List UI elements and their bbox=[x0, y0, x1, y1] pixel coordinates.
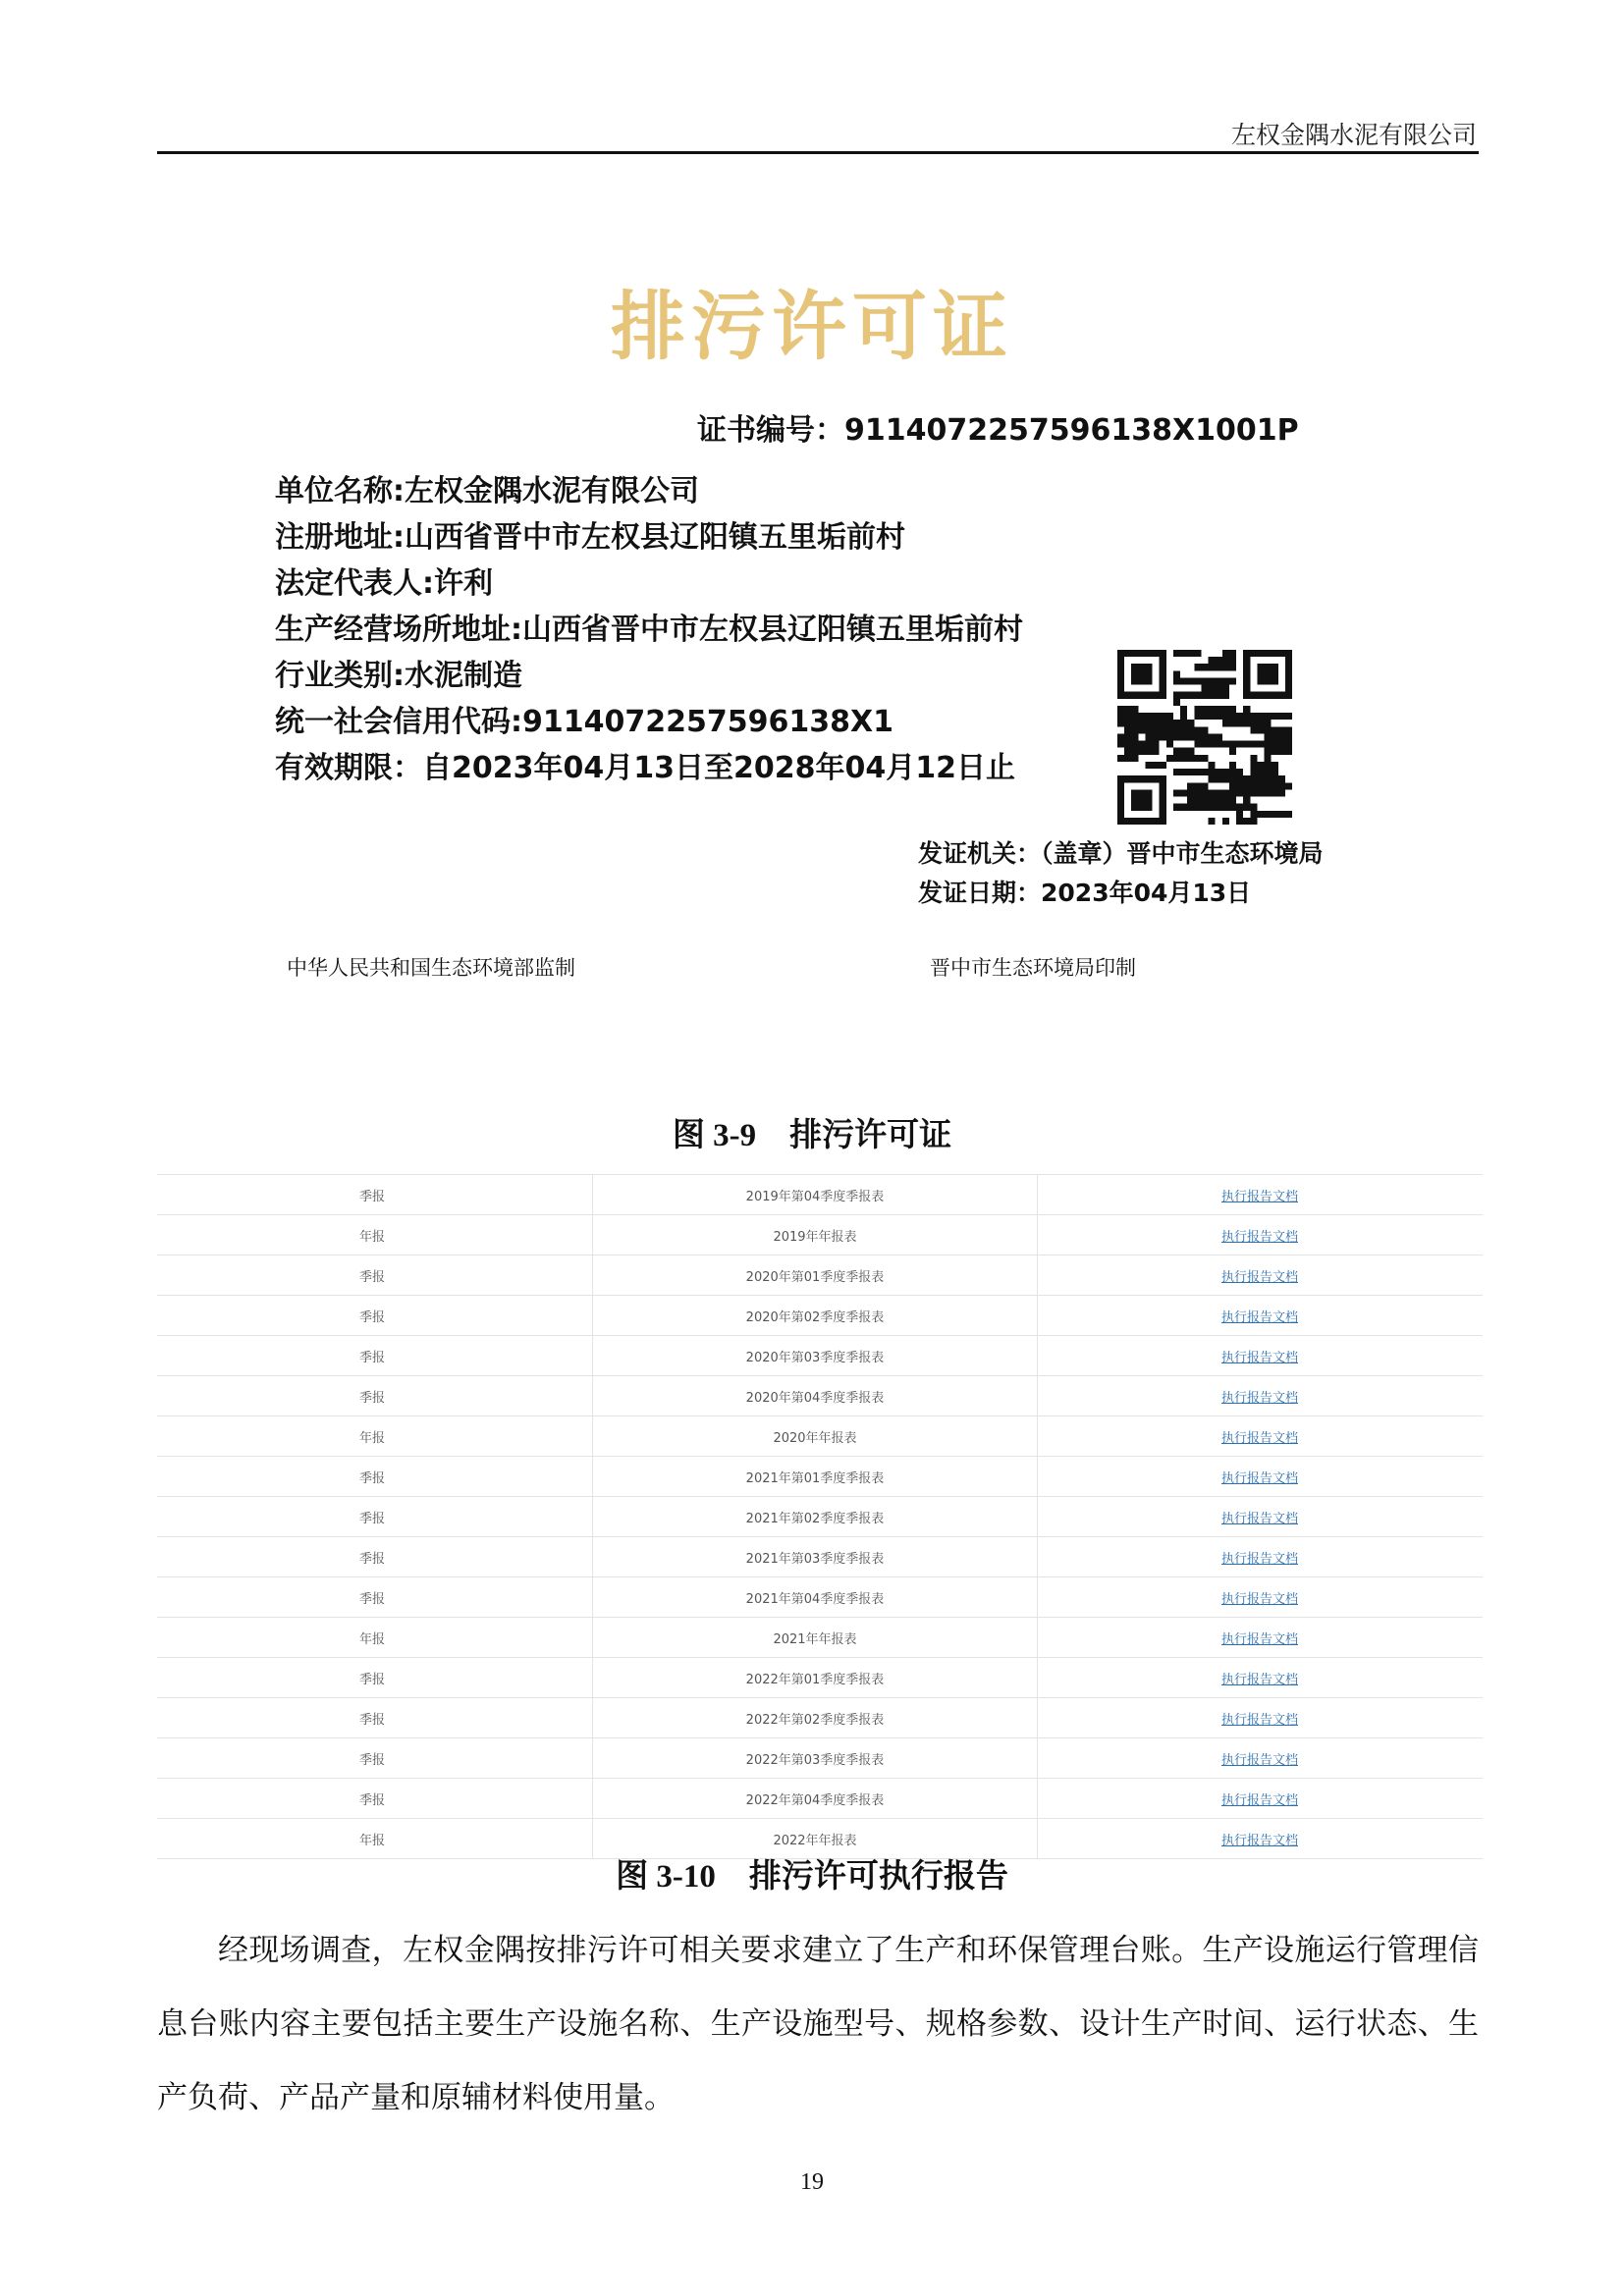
supervised-by-note: 中华人民共和国生态环境部监制 bbox=[287, 956, 575, 980]
field-production-address bbox=[275, 605, 1023, 648]
report-document-link[interactable]: 执行报告文档 bbox=[1220, 1792, 1298, 1808]
field-registered-address bbox=[275, 512, 905, 556]
table-row bbox=[157, 1175, 1483, 1215]
header-company-name: 左权金隅水泥有限公司 bbox=[1230, 121, 1477, 149]
report-name-cell: 2019年年报表 bbox=[593, 1215, 1038, 1255]
report-name-cell: 2021年第02季度季报表 bbox=[593, 1497, 1038, 1536]
report-document-link[interactable]: 执行报告文档 bbox=[1220, 1672, 1298, 1687]
report-link-cell bbox=[1038, 1296, 1482, 1335]
report-document-link[interactable]: 执行报告文档 bbox=[1220, 1189, 1298, 1204]
report-link-cell bbox=[1038, 1497, 1482, 1536]
certificate-number-label: 证书编号： bbox=[697, 413, 844, 448]
report-document-link[interactable]: 执行报告文档 bbox=[1220, 1309, 1298, 1325]
report-link-cell bbox=[1038, 1738, 1482, 1778]
report-link-cell bbox=[1038, 1457, 1482, 1496]
table-row bbox=[157, 1537, 1483, 1577]
table-row bbox=[157, 1457, 1483, 1497]
report-document-link[interactable]: 执行报告文档 bbox=[1220, 1269, 1298, 1285]
field-label: 统一社会信用代码: bbox=[275, 705, 522, 739]
field-value: 自2023年04月13日至2028年04月12日止 bbox=[422, 751, 1015, 785]
issuing-authority bbox=[918, 834, 1324, 870]
field-value: 山西省晋中市左权县辽阳镇五里垢前村 bbox=[522, 613, 1023, 647]
report-link-cell bbox=[1038, 1336, 1482, 1375]
field-value: 9114072257596138X1 bbox=[522, 705, 893, 739]
report-document-link[interactable]: 执行报告文档 bbox=[1220, 1430, 1298, 1446]
figure-number: 图 3-10 bbox=[616, 1859, 716, 1895]
figure-caption-3-9 bbox=[0, 1109, 1624, 1155]
report-name-cell: 2019年第04季度季报表 bbox=[593, 1175, 1038, 1214]
report-type-cell: 季报 bbox=[157, 1255, 593, 1295]
report-link-cell bbox=[1038, 1779, 1482, 1818]
report-document-link[interactable]: 执行报告文档 bbox=[1220, 1833, 1298, 1848]
field-validity-period bbox=[275, 743, 1015, 786]
field-value: 左权金隅水泥有限公司 bbox=[405, 474, 699, 508]
report-name-cell: 2022年第01季度季报表 bbox=[593, 1658, 1038, 1697]
report-name-cell: 2022年第03季度季报表 bbox=[593, 1738, 1038, 1778]
report-name-cell: 2021年第04季度季报表 bbox=[593, 1577, 1038, 1617]
table-row bbox=[157, 1618, 1483, 1658]
certificate-number-value: 9114072257596138X1001P bbox=[844, 413, 1299, 448]
report-name-cell: 2020年第01季度季报表 bbox=[593, 1255, 1038, 1295]
report-type-cell: 季报 bbox=[157, 1296, 593, 1335]
figure-number: 图 3-9 bbox=[672, 1118, 757, 1153]
report-document-link[interactable]: 执行报告文档 bbox=[1220, 1752, 1298, 1768]
report-link-cell bbox=[1038, 1376, 1482, 1415]
field-label: 注册地址: bbox=[275, 520, 405, 555]
page-number: 19 bbox=[800, 2169, 824, 2195]
report-document-link[interactable]: 执行报告文档 bbox=[1220, 1551, 1298, 1567]
table-row bbox=[157, 1779, 1483, 1819]
issue-date bbox=[918, 874, 1251, 909]
table-row bbox=[157, 1296, 1483, 1336]
report-type-cell: 季报 bbox=[157, 1457, 593, 1496]
report-link-cell bbox=[1038, 1577, 1482, 1617]
issuer-value: （盖章）晋中市生态环境局 bbox=[1041, 839, 1324, 868]
report-link-cell bbox=[1038, 1658, 1482, 1697]
table-row bbox=[157, 1658, 1483, 1698]
report-name-cell: 2021年第03季度季报表 bbox=[593, 1537, 1038, 1576]
table-row bbox=[157, 1497, 1483, 1537]
report-link-cell bbox=[1038, 1255, 1482, 1295]
table-row bbox=[157, 1215, 1483, 1255]
report-document-link[interactable]: 执行报告文档 bbox=[1220, 1511, 1298, 1526]
report-name-cell: 2022年第04季度季报表 bbox=[593, 1779, 1038, 1818]
report-link-cell bbox=[1038, 1698, 1482, 1737]
report-link-cell bbox=[1038, 1215, 1482, 1255]
report-link-cell bbox=[1038, 1416, 1482, 1456]
table-row bbox=[157, 1577, 1483, 1618]
table-row bbox=[157, 1336, 1483, 1376]
report-type-cell: 季报 bbox=[157, 1658, 593, 1697]
report-document-link[interactable]: 执行报告文档 bbox=[1220, 1350, 1298, 1365]
report-document-link[interactable]: 执行报告文档 bbox=[1220, 1712, 1298, 1728]
report-document-link[interactable]: 执行报告文档 bbox=[1220, 1470, 1298, 1486]
field-label: 法定代表人: bbox=[275, 566, 434, 601]
report-type-cell: 季报 bbox=[157, 1738, 593, 1778]
certificate-title: 排污许可证 bbox=[611, 283, 1013, 370]
issue-date-label: 发证日期： bbox=[918, 879, 1042, 907]
field-value: 山西省晋中市左权县辽阳镇五里垢前村 bbox=[405, 520, 905, 555]
execution-report-table bbox=[157, 1174, 1483, 1848]
report-type-cell: 季报 bbox=[157, 1175, 593, 1214]
field-label: 单位名称: bbox=[275, 474, 405, 508]
figure-caption-3-10 bbox=[0, 1850, 1624, 1896]
report-type-cell: 季报 bbox=[157, 1497, 593, 1536]
report-name-cell: 2021年年报表 bbox=[593, 1618, 1038, 1657]
field-label: 行业类别: bbox=[275, 659, 405, 693]
field-value: 许利 bbox=[434, 566, 493, 601]
table-row bbox=[157, 1255, 1483, 1296]
issuer-label: 发证机关： bbox=[918, 839, 1042, 868]
certificate-number bbox=[697, 405, 1299, 449]
table-row bbox=[157, 1738, 1483, 1779]
report-link-cell bbox=[1038, 1175, 1482, 1214]
report-name-cell: 2020年第02季度季报表 bbox=[593, 1296, 1038, 1335]
issue-date-value: 2023年04月13日 bbox=[1041, 879, 1252, 907]
report-link-cell bbox=[1038, 1537, 1482, 1576]
body-text bbox=[157, 1914, 1479, 2135]
report-document-link[interactable]: 执行报告文档 bbox=[1220, 1591, 1298, 1607]
field-value: 水泥制造 bbox=[405, 659, 522, 693]
table-row bbox=[157, 1376, 1483, 1416]
report-name-cell: 2020年第04季度季报表 bbox=[593, 1376, 1038, 1415]
report-name-cell: 2022年第02季度季报表 bbox=[593, 1698, 1038, 1737]
figure-title: 排污许可证 bbox=[789, 1115, 952, 1153]
report-type-cell: 年报 bbox=[157, 1215, 593, 1255]
field-label: 有效期限： bbox=[275, 751, 422, 785]
printed-by-note: 晋中市生态环境局印制 bbox=[930, 956, 1136, 980]
report-name-cell: 2020年年报表 bbox=[593, 1416, 1038, 1456]
field-credit-code bbox=[275, 697, 893, 740]
report-type-cell: 年报 bbox=[157, 1618, 593, 1657]
body-paragraph: 经现场调查，左权金隅按排污许可相关要求建立了生产和环保管理台账。生产设施运行管理信息台账内容主要包括主要生产设施名称、生产设施型号、规格参数、设计生产时间、运行状态、生产负荷、产品产量和原辅材料使用量。 bbox=[157, 1933, 1479, 2115]
report-type-cell: 季报 bbox=[157, 1376, 593, 1415]
report-type-cell: 季报 bbox=[157, 1779, 593, 1818]
report-document-link[interactable]: 执行报告文档 bbox=[1220, 1631, 1298, 1647]
field-label: 生产经营场所地址: bbox=[275, 613, 522, 647]
figure-title: 排污许可执行报告 bbox=[748, 1856, 1008, 1895]
report-type-cell: 年报 bbox=[157, 1819, 593, 1858]
field-industry-category bbox=[275, 651, 522, 694]
report-document-link[interactable]: 执行报告文档 bbox=[1220, 1229, 1298, 1245]
report-name-cell: 2021年第01季度季报表 bbox=[593, 1457, 1038, 1496]
table-row bbox=[157, 1416, 1483, 1457]
report-name-cell: 2022年年报表 bbox=[593, 1819, 1038, 1858]
report-type-cell: 季报 bbox=[157, 1537, 593, 1576]
report-link-cell bbox=[1038, 1618, 1482, 1657]
field-legal-representative bbox=[275, 559, 493, 602]
report-type-cell: 年报 bbox=[157, 1416, 593, 1456]
report-type-cell: 季报 bbox=[157, 1577, 593, 1617]
header-rule bbox=[157, 151, 1479, 154]
report-document-link[interactable]: 执行报告文档 bbox=[1220, 1390, 1298, 1406]
report-type-cell: 季报 bbox=[157, 1336, 593, 1375]
field-unit-name bbox=[275, 466, 699, 509]
qr-code-icon bbox=[1117, 650, 1292, 825]
table-row bbox=[157, 1698, 1483, 1738]
report-type-cell: 季报 bbox=[157, 1698, 593, 1737]
report-name-cell: 2020年第03季度季报表 bbox=[593, 1336, 1038, 1375]
